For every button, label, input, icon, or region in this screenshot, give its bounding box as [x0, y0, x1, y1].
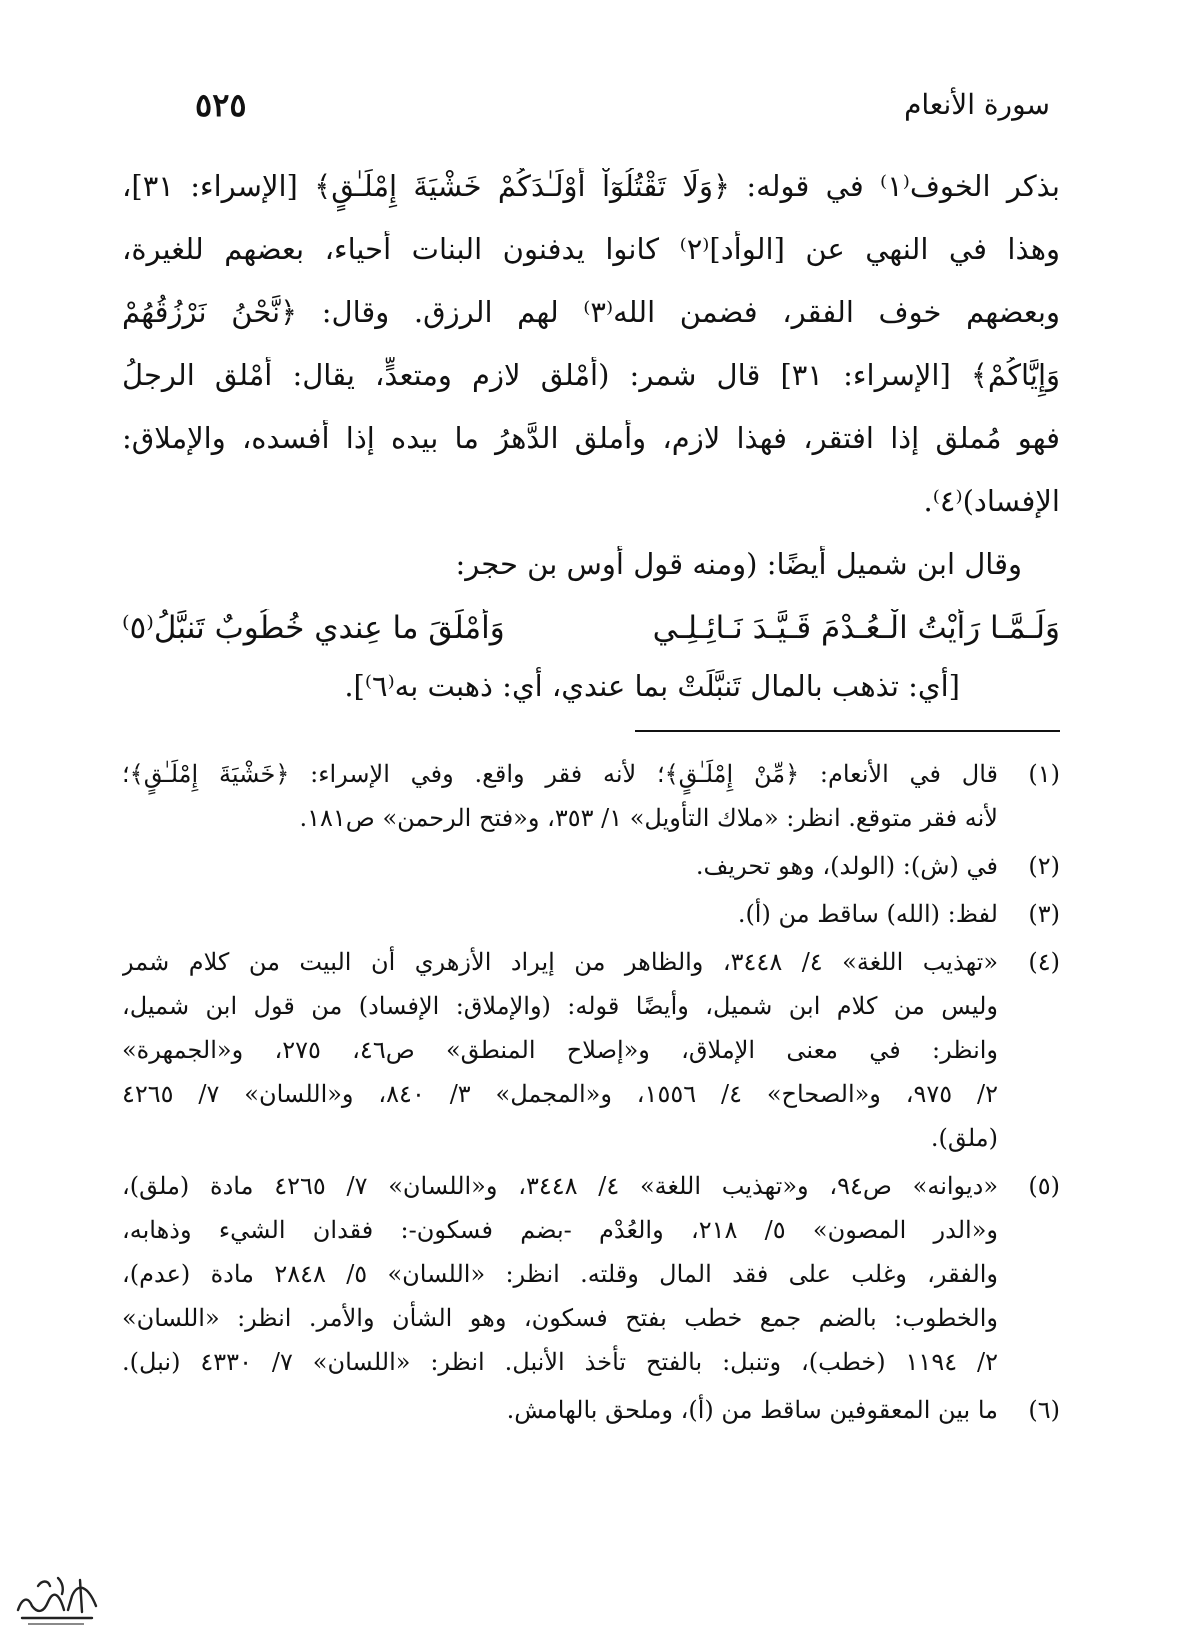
footnote — [122, 752, 1060, 840]
footnote-line: ٢/ ١١٩٤ (خطب)، وتنبل: بالفتح تأخذ الأنبل. انظر: «اللسان» ٧/ ٤٣٣٠ (نبل). — [122, 1348, 998, 1376]
footnote-line: «تهذيب اللغة» ٤/ ٣٤٤٨، والظاهر من إيراد الأزهري أن البيت من كلام شمر — [122, 948, 998, 976]
body-line: الإفساد)⁽٤⁾. — [923, 484, 1060, 518]
body-line: وَإِيَّاكُمْ﴾ [الإسراء: ٣١] قال شمر: (أَمْلق لازم ومتعدٍّ، يقال: أَمْلق الرجلُ — [122, 358, 1060, 392]
footnote-number: (٣) — [1028, 900, 1060, 928]
footnote-line: قال في الأنعام: ﴿مِّنْ إِمْلَـٰقٍ﴾؛ لأنه فقر واقع. وفي الإسراء: ﴿خَشْيَةَ إِمْلَـٰقٍ﴾؛ — [122, 760, 998, 788]
footnote-number: (٢) — [1028, 852, 1060, 880]
footnote-line: في (ش): (الولد)، وهو تحريف. — [695, 852, 998, 880]
footnote-number: (٤) — [1028, 948, 1060, 976]
footnote-line: وانظر: في معنى الإملاق، و«إصلاح المنطق» ص٤٦، ٢٧٥، و«الجمهرة» — [122, 1036, 998, 1064]
running-header — [195, 88, 1050, 128]
main-text — [122, 168, 1060, 729]
footnote-number: (١) — [1028, 760, 1060, 788]
footnote-line: والخطوب: بالضم جمع خطب بفتح فسكون، وهو الشأن والأمر. انظر: «اللسان» — [122, 1304, 998, 1332]
footnote-line: ما بين المعقوفين ساقط من (أ)، وملحق بالهامش. — [506, 1396, 998, 1424]
surah-title: سورة الأنعام — [904, 88, 1050, 121]
footnotes — [122, 752, 1060, 1436]
footnote-line: (ملق). — [930, 1124, 998, 1152]
body-line: وبعضهم خوف الفقر، فضمن الله⁽٣⁾ لهم الرزق. وقال: ﴿نَّحْنُ نَرْزُقُهُمْ — [122, 295, 1060, 329]
footnote-separator — [635, 730, 1060, 732]
footnote-line: وليس من كلام ابن شميل، وأيضًا قوله: (والإملاق: الإفساد) من قول ابن شميل، — [122, 992, 998, 1020]
footnote — [122, 844, 1060, 888]
footnote-line: و«الدر المصون» ٥/ ٢١٨، والعُدْم -بضم فسكون-: فقدان الشيء وذهابه، — [122, 1216, 998, 1244]
verse-first-hemistich: وَلَـمَّـا رَأَيْتُ الْـعُـدْمَ قَـيَّـدَ نَـائِـلِـي — [652, 610, 1060, 646]
footnote-line: والفقر، وغلب على فقد المال وقلته. انظر: «اللسان» ٥/ ٢٨٤٨ مادة (عدم)، — [122, 1260, 998, 1288]
footnote-line: لفظ: (الله) ساقط من (أ). — [737, 900, 998, 928]
body-line: بذكر الخوف⁽١⁾ في قوله: ﴿وَلَا تَقْتُلُوٓاْ أَوْلَـٰدَكُمْ خَشْيَةَ إِمْلَـٰقٍ﴾ [الإسراء: ٣١]، — [122, 169, 1060, 203]
footnote-number: (٦) — [1028, 1396, 1060, 1424]
footnote — [122, 940, 1060, 1160]
body-line: وهذا في النهي عن [الوأد]⁽٢⁾ كانوا يدفنون البنات أحياء، بعضهم للغيرة، — [122, 232, 1060, 266]
footnote-line: لأنه فقر متوقع. انظر: «ملاك التأويل» ١/ ٣٥٣، و«فتح الرحمن» ص١٨١. — [299, 804, 998, 832]
body-line: فهو مُملق إذا افتقر، فهذا لازم، وأملق الدَّهرُ ما بيده إذا أفسده، والإملاق: — [122, 421, 1060, 455]
footnote — [122, 892, 1060, 936]
footnote-line: ٢/ ٩٧٥، و«الصحاح» ٤/ ١٥٥٦، و«المجمل» ٣/ ٨٤٠، و«اللسان» ٧/ ٤٢٦٥ — [122, 1080, 998, 1108]
quote-intro: وقال ابن شميل أيضًا: (ومنه قول أوس بن حجر: — [455, 547, 1022, 581]
verse-explanation: [أي: تذهب بالمال تَنبَّلَتْ بما عندي، أي: ذهبت به⁽٦⁾]. — [344, 669, 960, 703]
poetry-verse — [122, 609, 1060, 669]
footnote-number: (٥) — [1028, 1172, 1060, 1200]
footnote — [122, 1388, 1060, 1432]
footnote — [122, 1164, 1060, 1384]
footnote-line: «ديوانه» ص٩٤، و«تهذيب اللغة» ٤/ ٣٤٤٨، و«اللسان» ٧/ ٤٢٦٥ مادة (ملق)، — [122, 1172, 998, 1200]
library-stamp-logo — [8, 1566, 104, 1630]
verse-second-hemistich: وَأَمْلَقَ ما عِندي خُطُوبٌ تَنبَّلُ⁽٥⁾ — [122, 610, 505, 646]
page-number: ٥٢٥ — [195, 86, 247, 124]
